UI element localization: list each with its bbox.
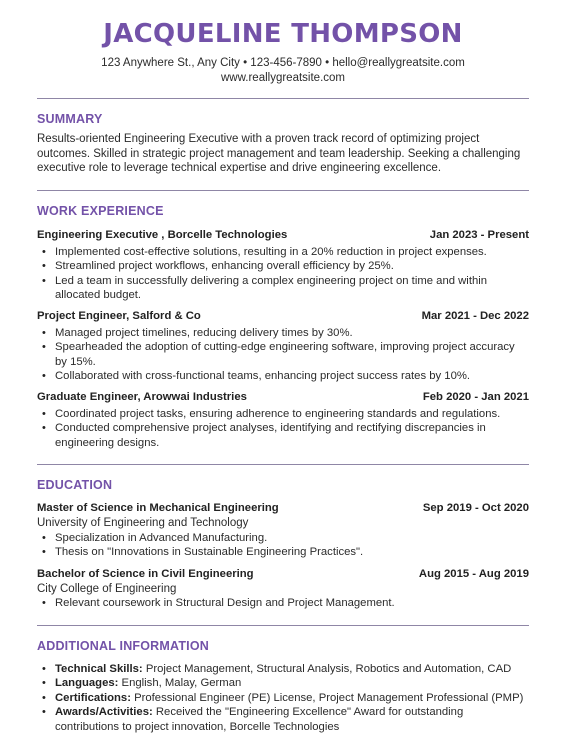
item-label: Languages: [55, 677, 119, 689]
candidate-name: JACQUELINE THOMPSON [103, 19, 463, 49]
job-bullets [37, 245, 529, 303]
list-item: • Managed project timelines, reducing delivery times by 30%. [37, 326, 529, 341]
item-label: Awards/Activities: [55, 706, 153, 718]
list-item [37, 676, 529, 691]
summary-heading: SUMMARY [37, 112, 103, 126]
item-text: Project Management, Structural Analysis, Robotics and Automation, CAD [142, 662, 512, 675]
list-item [37, 705, 529, 734]
contact-details: 123 Anywhere St., Any City • 123-456-7890 • hello@reallygreatsite.com [101, 57, 465, 69]
list-item: • Collaborated with cross-functional teams, enhancing project success rates by 10%. [37, 369, 529, 384]
degree-dates: Aug 2015 - Aug 2019 [418, 567, 529, 580]
job-entry [37, 228, 529, 303]
additional-info-heading: ADDITIONAL INFORMATION [37, 638, 209, 653]
job-title: Project Engineer, Salford & Co [37, 309, 201, 322]
school-name: University of Engineering and Technology [37, 517, 249, 529]
additional-info-list [37, 662, 529, 735]
list-item: • Conducted comprehensive project analyses, identifying and rectifying discrepancies in engineering designs. [37, 421, 529, 450]
list-item: • Coordinated project tasks, ensuring adherence to engineering standards and regulations. [37, 407, 529, 422]
job-title: Engineering Executive , Borcelle Technologies [37, 228, 288, 241]
summary-text: Results-oriented Engineering Executive with a proven track record of optimizing project outcomes. Skilled in strategic project management and team leadership. Seeking a challenging executive role to leverage technical expertise and drive engineering excellence. [37, 133, 521, 174]
divider [37, 464, 529, 465]
list-item: • Specialization in Advanced Manufacturing. [37, 531, 529, 546]
job-title: Graduate Engineer, Arowwai Industries [37, 390, 247, 403]
degree-bullets [37, 596, 529, 611]
degree-title: Bachelor of Science in Civil Engineering [37, 567, 254, 580]
list-item [37, 662, 529, 677]
degree-title: Master of Science in Mechanical Engineering [37, 502, 279, 514]
list-item: • Streamlined project workflows, enhancing overall efficiency by 25%. [37, 259, 529, 274]
list-item: • Led a team in successfully delivering a complex engineering project on time and within allocated budget. [37, 274, 529, 303]
divider [37, 190, 529, 191]
item-label: Certifications: [55, 691, 131, 704]
list-item: • Spearheaded the adoption of cutting-edge engineering software, improving project accuracy by 15%. [37, 340, 529, 369]
job-entry [37, 309, 529, 384]
divider [37, 625, 529, 626]
job-bullets [37, 407, 529, 451]
job-entry [37, 390, 529, 451]
job-dates: Feb 2020 - Jan 2021 [422, 390, 529, 403]
list-item: • Thesis on "Innovations in Sustainable Engineering Practices". [37, 545, 529, 560]
job-dates: Mar 2021 - Dec 2022 [421, 309, 529, 322]
work-experience-heading: WORK EXPERIENCE [37, 203, 164, 218]
list-item [37, 691, 529, 706]
job-bullets [37, 326, 529, 384]
list-item: • Implemented cost-effective solutions, resulting in a 20% reduction in project expenses. [37, 245, 529, 260]
education-entry [37, 567, 529, 611]
degree-bullets [37, 531, 529, 560]
degree-dates: Sep 2019 - Oct 2020 [422, 502, 529, 514]
item-text: Received the "Engineering Excellence" Award for outstanding contributions to project innovation, Borcelle Technologies [55, 706, 464, 733]
school-name: City College of Engineering [37, 582, 177, 595]
education-entry [37, 501, 529, 560]
education-heading: EDUCATION [37, 478, 113, 492]
list-item: • Relevant coursework in Structural Design and Project Management. [37, 596, 529, 611]
job-dates: Jan 2023 - Present [429, 228, 529, 241]
item-text: Professional Engineer (PE) License, Project Management Professional (PMP) [130, 691, 524, 704]
divider [37, 98, 529, 99]
website: www.reallygreatsite.com [221, 72, 345, 84]
item-text: English, Malay, German [118, 677, 242, 689]
item-label: Technical Skills: [55, 662, 143, 675]
